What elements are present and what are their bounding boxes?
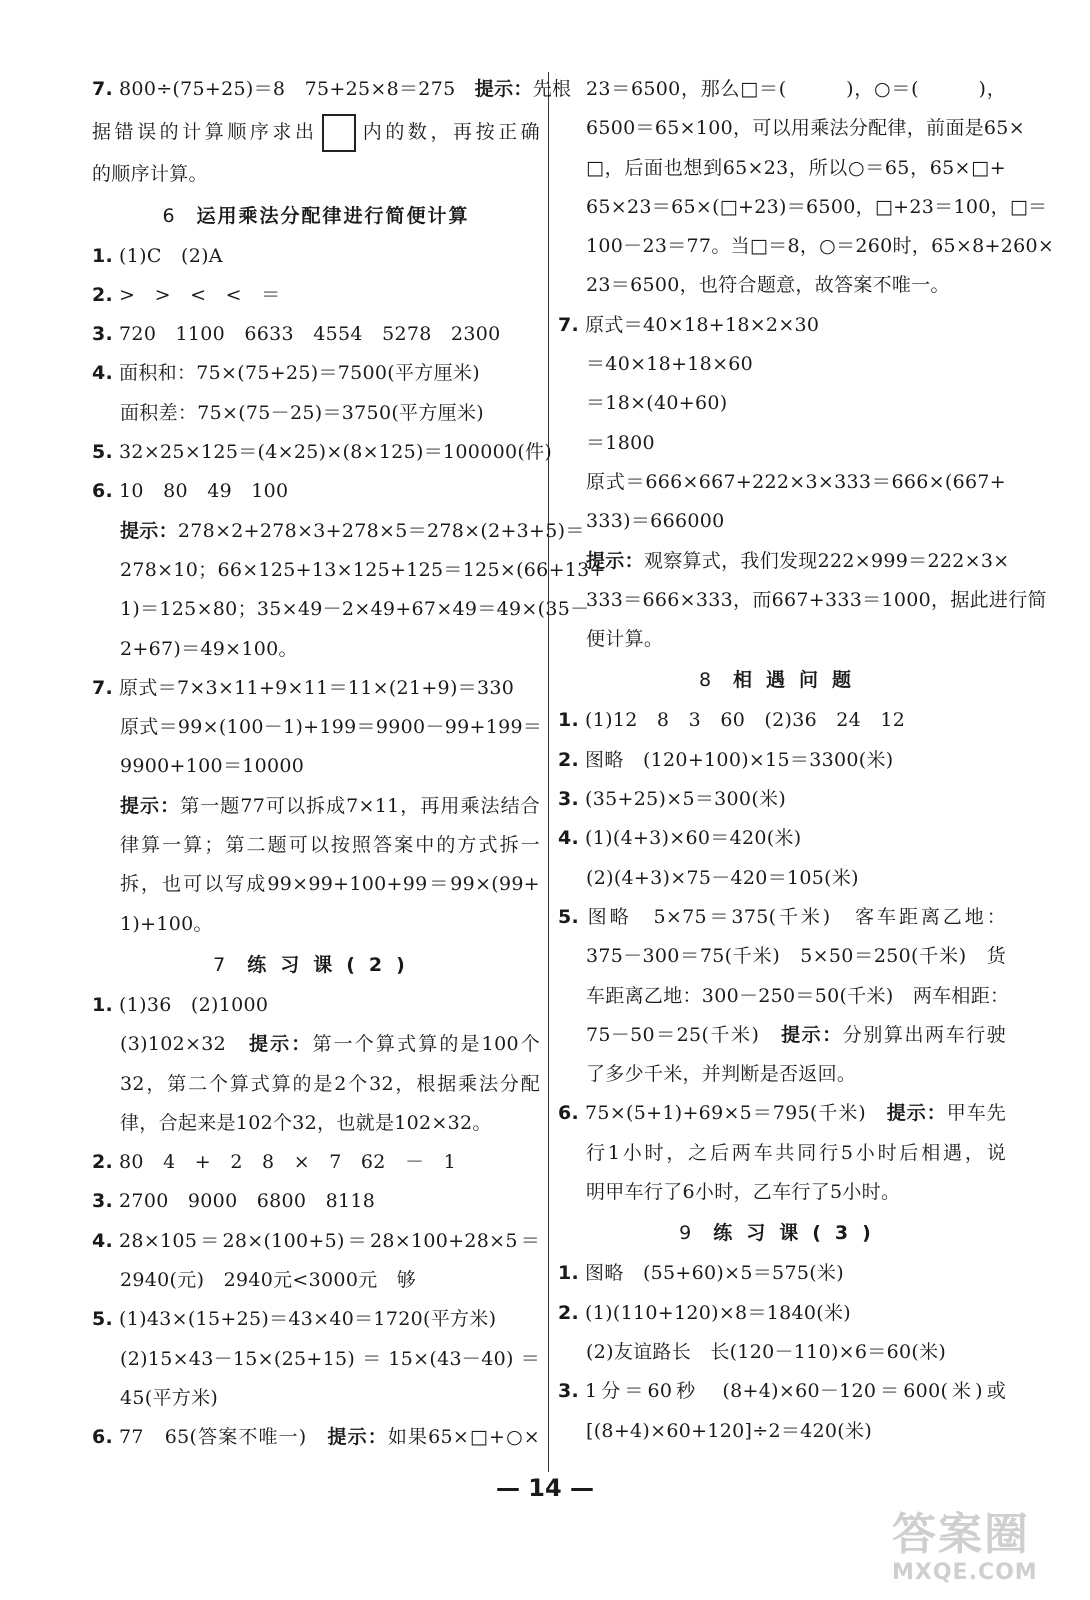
answer-line [92,472,540,511]
section-number: 9 [679,1222,692,1245]
answer-line [558,542,1010,581]
item-number: 4. [558,827,580,850]
answer-line [92,354,540,393]
answer-line [558,149,1006,188]
item-number: 3. [92,323,114,346]
answer-line [558,1134,1006,1173]
section-title: 练习课(2) [247,953,419,976]
watermark-logo [892,1510,1072,1590]
column-divider [548,72,549,1472]
line-text: 分别算出两车行驶 [842,1023,1006,1046]
line-text: (1)(4+3)×60＝420(米) [585,827,802,850]
answer-line [92,708,543,747]
answer-line [92,315,540,354]
line-text: 明甲车行了6小时，乙车行了5小时。 [586,1181,901,1204]
section-title: 运用乘法分配律进行简便计算 [196,204,470,227]
line-text: 75－50＝25(千米) [586,1023,782,1046]
answer-line [558,859,1006,898]
answer-line [558,1254,1006,1293]
section-number: 6 [162,204,175,227]
answer-line [92,551,606,590]
item-number: 3. [92,1190,114,1213]
answer-line [558,227,1055,266]
line-text: 原式＝99×(100－1)+199＝9900－99+199＝ [120,716,543,739]
line-text: 的顺序计算。 [92,163,208,186]
line-text: 32，第二个算式算的是2个32，根据乘法分配 [120,1072,540,1095]
answer-line [92,747,540,786]
item-number: 2. [558,1301,580,1324]
section-title: 练习课(3) [713,1222,885,1245]
line-text: 律算一算；第二题可以按照答案中的方式拆一 [120,834,540,857]
section-heading [558,659,1006,701]
answer-line [558,70,1006,109]
line-text: (3)102×32 [120,1033,249,1056]
hint-label: 提示： [586,549,644,572]
item-number: 4. [92,1229,114,1252]
answer-line [92,826,540,865]
item-number: 4. [92,362,114,385]
line-text: 9900+100＝10000 [120,755,305,778]
line-text: 720 1100 6633 4554 5278 2300 [119,323,501,346]
line-text: 车距离乙地：300－250＝50(千米) 两车相距： [586,984,1010,1007]
line-text: 原式＝40×18+18×2×30 [585,313,820,336]
item-number: 1. [92,244,114,267]
answer-line [92,1222,540,1261]
line-text: 行1小时，之后两车共同行5小时后相遇，说 [586,1141,1006,1164]
answer-line [558,780,1006,819]
answer-line [558,384,1006,423]
item-number: 1. [558,1262,580,1285]
hint-label: 提示： [248,1033,313,1056]
answer-line [92,276,540,315]
answer-line [558,1055,1006,1094]
answer-line [92,433,553,472]
answer-line [92,590,590,629]
answer-line [558,188,1048,227]
answer-line [558,1372,1006,1411]
answer-line [558,620,1006,659]
item-number: 3. [558,1380,580,1403]
line-text: 1分＝60秒 (8+4)×60－120＝600(米)或 [585,1380,1006,1403]
answer-line [92,1104,540,1143]
line-text: 23＝6500，那么□＝( )，○＝( )， [586,78,1006,100]
section-number: 8 [698,669,712,692]
line-text: 2700 9000 6800 8118 [119,1190,376,1213]
answer-line [558,1094,1006,1133]
line-text: 律，合起来是102个32，也就是102×32。 [120,1111,492,1134]
answer-line [92,109,540,155]
answer-line [558,345,1006,384]
line-text: 图略 5×75＝375(千米) 客车距离乙地： [585,905,1006,928]
answer-line [92,1300,540,1339]
answer-line [558,424,1006,463]
answer-line [558,977,1010,1016]
item-number: 2. [558,748,580,771]
answer-line [558,1333,1006,1372]
line-text: □，后面也想到65×23，所以○＝65，65×□+ [586,156,1006,179]
section-heading [558,1212,1006,1254]
answer-line [92,630,540,669]
answer-line [558,819,1006,858]
item-number: 2. [92,1151,114,1174]
answer-line [558,502,1006,541]
line-text: 内的数，再按正确 [359,121,540,144]
answer-line [558,266,1006,305]
line-text: (35+25)×5＝300(米) [585,788,787,811]
answer-line [92,1261,540,1300]
line-text: 据错误的计算顺序求出 [92,121,318,144]
line-text: 图略 (55+60)×5＝575(米) [585,1262,844,1285]
answer-line [92,1143,540,1182]
answer-line [558,581,1047,620]
line-text: 图略 (120+100)×15＝3300(米) [585,748,894,771]
line-text: 278×2+278×3+278×5＝278×(2+3+5)＝ [177,519,585,542]
answer-line [92,512,585,551]
answer-line [92,1182,540,1221]
answer-line [558,898,1006,937]
answer-line [92,1065,540,1104]
line-text: 原式＝666×667+222×3×333＝666×(667+ [586,470,1006,493]
hint-label: 提示： [474,78,533,100]
right-column [558,70,1055,1451]
line-text: 32×25×125＝(4×25)×(8×125)＝100000(件) [119,441,553,464]
section-number: 7 [213,953,226,976]
line-text: 观察算式，我们发现222×999＝222×3× [643,549,1010,572]
hint-label: 提示： [120,519,178,542]
line-text: 原式＝7×3×11+9×11＝11×(21+9)＝330 [119,676,515,699]
answer-line [558,701,1006,740]
line-text: 便计算。 [586,628,664,651]
line-text: 先根 [532,78,572,100]
watermark-logo-text: 答案圈 [892,1509,1030,1560]
hint-label: 提示： [886,1102,947,1125]
line-text: 333＝666×333，而667+333＝1000，据此进行简 [586,588,1047,611]
answer-line [92,155,540,194]
item-number: 7. [92,676,114,699]
item-number: 6. [92,480,114,503]
hint-label: 提示： [327,1426,388,1449]
item-number: 6. [92,1426,114,1449]
answer-line [92,1379,540,1418]
line-text: 面积差：75×(75－25)＝3750(平方厘米) [120,401,484,424]
answer-line [558,741,1006,780]
item-number: 3. [558,788,580,811]
item-number: 5. [558,905,580,928]
line-text: 75×(5+1)+69×5＝795(千米) [585,1102,887,1125]
section-heading [92,195,540,237]
line-text: 800÷(75+25)＝8 75+25×8＝275 [119,78,475,100]
answer-line [558,306,1006,345]
line-text: 第一个算式算的是100个 [312,1033,540,1056]
line-text: 278×10；66×125+13×125+125＝125×(66+13+ [120,558,606,581]
item-number: 5. [92,1308,114,1331]
line-text: 甲车先 [946,1102,1006,1125]
line-text: 1)+100。 [120,912,213,935]
answer-line [92,669,540,708]
answer-line [92,865,540,904]
page-number: — 14 — [495,1474,595,1502]
answer-line [558,1412,1006,1451]
line-text: 2+67)＝49×100。 [120,637,298,660]
line-text: 拆，也可以写成99×99+100+99＝99×(99+ [120,873,540,896]
answer-line [558,463,1006,502]
answer-line [558,1016,1006,1055]
line-text: 375－300＝75(千米) 5×50＝250(千米) 货 [586,945,1006,968]
line-text: 77 65(答案不唯一) [119,1426,328,1449]
line-text: 了多少千米，并判断是否返回。 [586,1063,857,1086]
line-text: 2940(元) 2940元<3000元 够 [120,1269,417,1292]
answer-line [92,787,540,826]
answer-line [92,237,540,276]
item-number: 6. [558,1102,580,1125]
line-text: 100－23＝77。当□＝8，○＝260时，65×8+260× [586,235,1055,258]
answer-line [558,1173,1006,1212]
line-text: ＝40×18+18×60 [586,353,754,376]
answer-line [92,1025,540,1064]
line-text: 45(平方米) [120,1386,219,1409]
line-text: (1)36 (2)1000 [119,993,269,1016]
line-text: 10 80 49 100 [119,480,289,503]
answer-line [92,905,540,944]
answer-line [92,70,572,109]
left-column [92,70,606,1458]
line-text: 面积和：75×(75+25)＝7500(平方厘米) [119,362,480,385]
answer-line [92,986,540,1025]
line-text: (2)友谊路长 长(120－110)×6＝60(米) [586,1340,947,1363]
line-text: 23＝6500，也符合题意，故答案不唯一。 [586,274,950,297]
line-text: ＝1800 [586,431,655,454]
answer-line [558,109,1025,148]
line-text: (1)C (2)A [119,244,223,267]
line-text: > > < < ＝ [119,283,281,306]
answer-line [92,1418,540,1457]
line-text: (1)43×(15+25)＝43×40＝1720(平方米) [119,1308,497,1331]
item-number: 7. [92,78,114,100]
line-text: 第一题77可以拆成7×11，再用乘法结合 [180,794,540,817]
line-text: (2)(4+3)×75－420＝105(米) [586,866,859,889]
watermark-url: MXQE.COM [892,1560,1038,1585]
line-text: (1)(110+120)×8＝1840(米) [585,1301,852,1324]
answer-line [92,1340,540,1379]
section-title: 相遇问题 [733,669,866,692]
line-text: 333)＝666000 [586,510,725,533]
line-text: (1)12 8 3 60 (2)36 24 12 [585,709,906,732]
answer-line [558,937,1006,976]
line-text: 如果65×□+○× [387,1426,540,1449]
line-text: 80 4 + 2 8 × 7 62 － 1 [119,1151,456,1174]
item-number: 1. [92,993,114,1016]
line-text: 65×23＝65×(□+23)＝6500，□+23＝100，□＝ [586,195,1048,218]
line-text: ＝18×(40+60) [586,392,728,415]
item-number: 1. [558,709,580,732]
item-number: 7. [558,313,580,336]
answer-line [92,394,540,433]
item-number: 5. [92,441,114,464]
hint-label: 提示： [120,794,181,817]
line-text: 28×105＝28×(100+5)＝28×100+28×5＝ [119,1229,540,1252]
section-heading [92,944,540,986]
item-number: 2. [92,283,114,306]
line-text: [(8+4)×60+120]÷2＝420(米) [586,1419,873,1442]
line-text: 6500＝65×100，可以用乘法分配律，前面是65× [586,117,1025,140]
answer-box-icon [322,114,356,152]
hint-label: 提示： [781,1023,843,1046]
line-text: (2)15×43－15×(25+15)＝15×(43－40)＝ [120,1347,540,1370]
answer-line [558,1294,1006,1333]
line-text: 1)＝125×80；35×49－2×49+67×49＝49×(35－ [120,598,590,621]
